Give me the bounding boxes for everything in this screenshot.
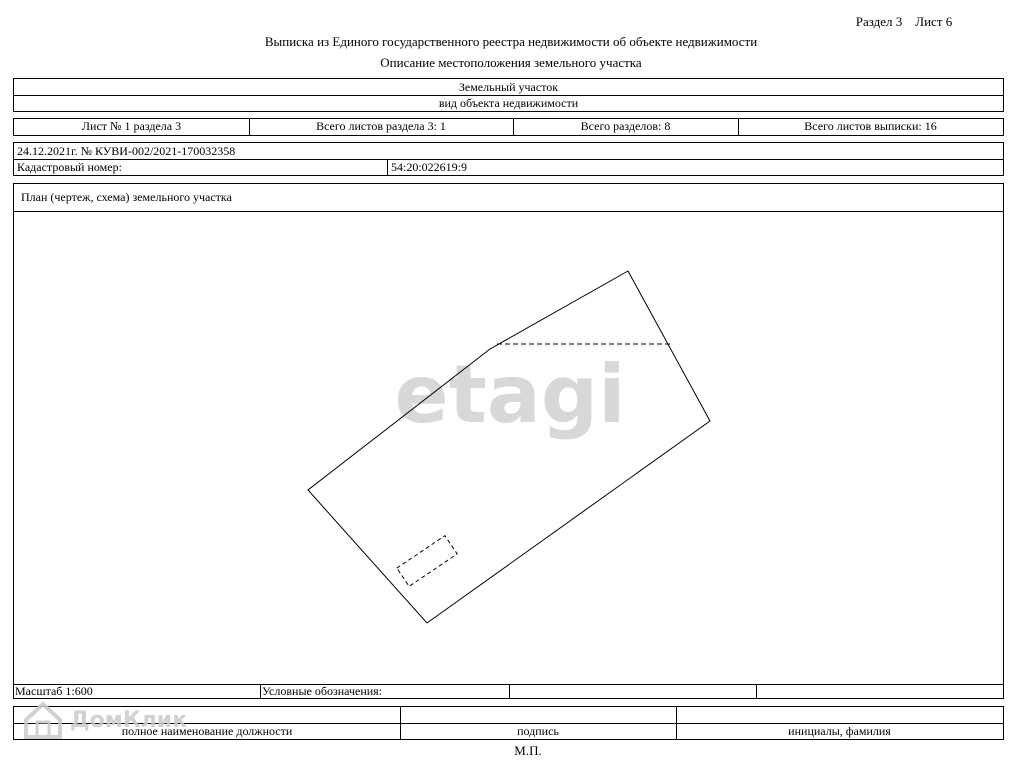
legend-symbols-label: Условные обозначения: [262, 684, 383, 698]
cadastral-number-label: Кадастровый номер: [17, 160, 122, 174]
land-parcel-boundary [308, 271, 710, 623]
total-sheets-in-section: Всего листов раздела 3: 1 [316, 119, 446, 133]
watermark-etagi: etagi [394, 348, 626, 441]
sheet-of-section: Лист № 1 раздела 3 [81, 119, 182, 133]
stamp-label: М.П. [514, 743, 542, 758]
record-date-number: 24.12.2021г. № КУВИ-002/2021-170032358 [17, 144, 236, 158]
name-caption: инициалы, фамилия [788, 724, 891, 738]
object-type-value: Земельный участок [458, 80, 559, 94]
signature-caption: подпись [517, 724, 559, 738]
total-sections: Всего разделов: 8 [580, 119, 671, 133]
house-icon [22, 700, 64, 740]
building-outline-dashed [397, 536, 457, 587]
position-caption: полное наименование должности [121, 724, 293, 738]
object-type-caption: вид объекта недвижимости [438, 96, 579, 110]
domclick-brand: ДомКлик [70, 707, 188, 733]
total-sheets-in-extract: Всего листов выписки: 16 [804, 119, 937, 133]
section-sheet-label: Раздел 3 Лист 6 [855, 14, 953, 29]
document-subtitle: Описание местоположения земельного участка [380, 55, 642, 70]
domclick-overlay [22, 700, 187, 740]
legend-row [13, 684, 1004, 699]
cadastral-number-value: 54:20:022619:9 [391, 160, 468, 174]
plan-title: План (чертеж, схема) земельного участка [21, 190, 232, 204]
document-title: Выписка из Единого государственного реестра недвижимости об объекте недвижимости [264, 34, 758, 49]
scale-label: Масштаб 1:600 [15, 684, 93, 698]
